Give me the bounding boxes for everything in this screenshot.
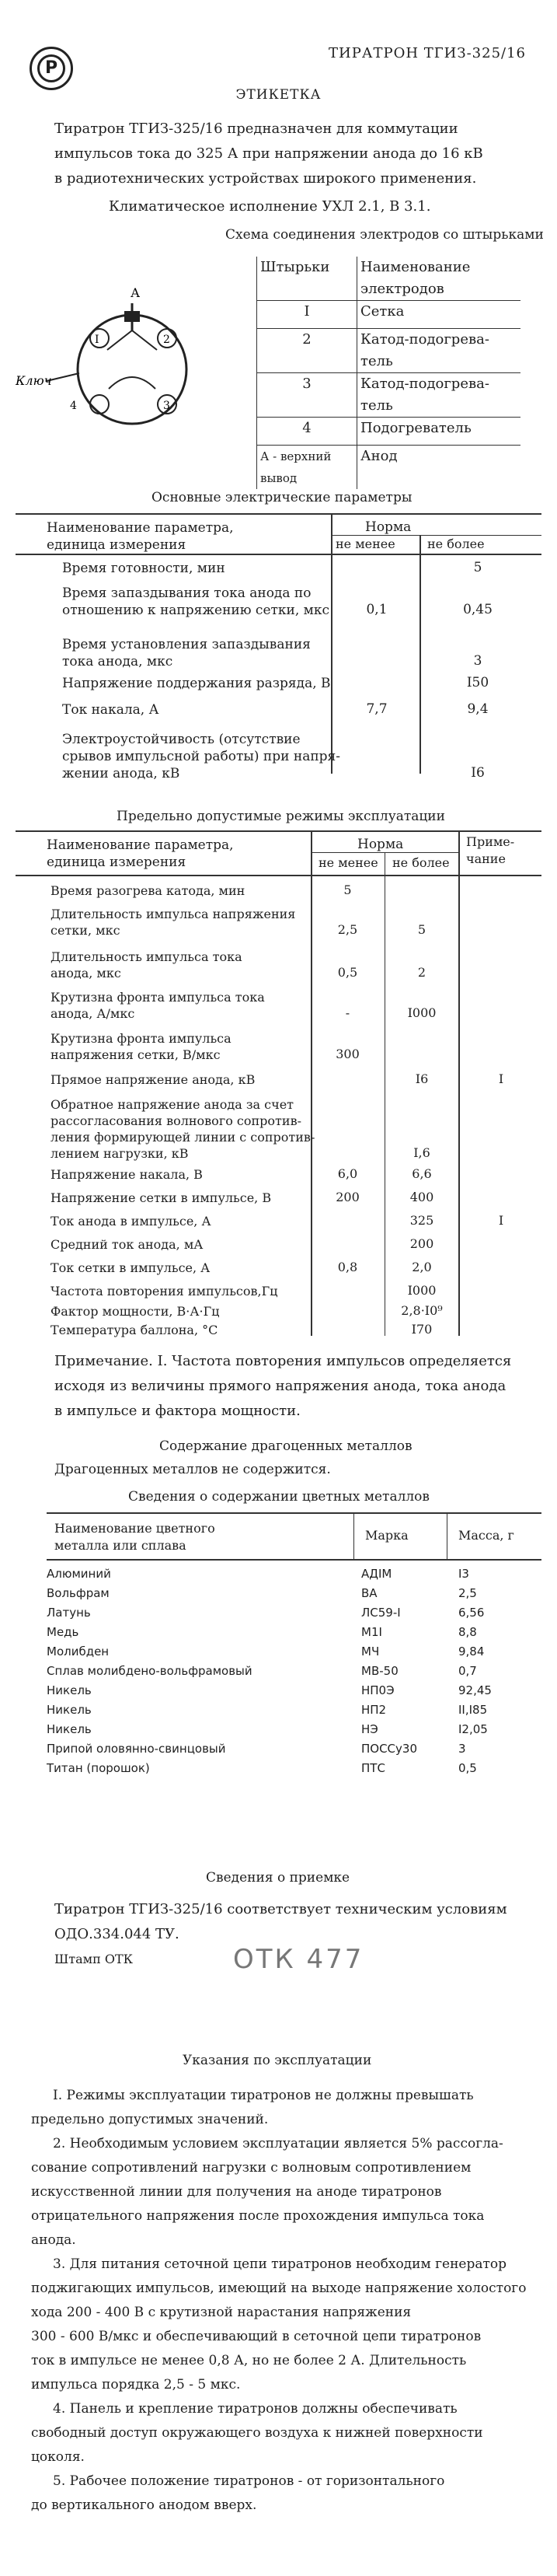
- limit-max: 5: [417, 922, 426, 937]
- metal-name: Молибден: [47, 1645, 110, 1658]
- usage-line: ток в импульсе не менее 0,8 А, но не более 2 А. Длительность: [31, 2353, 467, 2368]
- limit-name: [50, 1096, 315, 1162]
- usage-line: свободный доступ окружающего воздуха к нижней поверхности: [31, 2425, 483, 2441]
- param-max: I6: [471, 765, 485, 781]
- pinout-row: [257, 329, 521, 373]
- note-line: исходя из величины прямого напряжения анода, тока анода: [54, 1378, 507, 1394]
- usage-line: анода.: [31, 2232, 76, 2248]
- limit-max: 2: [417, 965, 426, 980]
- usage-line: 5. Рабочее положение тиратронов - от горизонтального: [53, 2473, 445, 2489]
- param-name-line: тока анода, мкс: [62, 654, 173, 669]
- pinout-row: [257, 373, 521, 418]
- limit-name: [50, 1213, 211, 1229]
- usage-line: 300 - 600 В/мкс и обеспечивающий в сеточной цепи тиратронов: [31, 2329, 482, 2344]
- note-line: в импульсе и фактора мощности.: [54, 1403, 301, 1419]
- pinout-col-header-line: электродов: [360, 281, 444, 297]
- param-name-line: Время запаздывания тока анода по: [62, 585, 312, 601]
- metal-name: Вольфрам: [47, 1586, 110, 1600]
- limit-name-line: Длительность импульса напряжения: [50, 907, 296, 921]
- limits-header-line: Наименование параметра,: [47, 837, 234, 853]
- params-header-norm: Норма: [365, 519, 412, 535]
- metal-brand: МЧ: [361, 1645, 380, 1658]
- metal-mass: 92,45: [458, 1683, 492, 1697]
- metals-header-line: металла или сплава: [54, 1538, 186, 1553]
- limit-max: 2,8·I0⁹: [401, 1303, 443, 1318]
- metal-name: Припой оловянно-свинцовый: [47, 1742, 226, 1756]
- intro-line: в радиотехнических устройствах широкого применения.: [54, 170, 477, 187]
- limit-name-line: Длительность импульса тока: [50, 949, 242, 964]
- param-name-line: Напряжение поддержания разряда, В: [62, 676, 331, 691]
- electrode-name-line: тель: [360, 353, 393, 369]
- limit-name: [50, 1166, 203, 1183]
- acceptance-line: Тиратрон ТГИЗ-325/16 соответствует техническим условиям: [54, 1901, 507, 1917]
- limits-header-name: [47, 837, 234, 871]
- limit-name-line: Время разогрева катода, мин: [50, 883, 245, 898]
- limit-name-line: анода, мкс: [50, 966, 121, 980]
- usage-line: цоколя.: [31, 2449, 85, 2465]
- limit-name-line: Крутизна фронта импульса тока: [50, 990, 265, 1005]
- pinout-table: [256, 257, 520, 489]
- limit-name-line: Средний ток анода, мА: [50, 1237, 204, 1252]
- limits-header-note: [466, 834, 514, 868]
- note-line: Примечание. I. Частота повторения импульсов определяется: [54, 1353, 512, 1369]
- limit-max: 200: [409, 1236, 434, 1251]
- intro-text: [54, 117, 483, 191]
- electrode-name: [357, 373, 521, 418]
- metal-mass: 0,5: [458, 1761, 477, 1775]
- limit-name-line: Ток анода в импульсе, А: [50, 1214, 211, 1229]
- limit-max: I000: [407, 1283, 437, 1298]
- metals-title: Сведения о содержании цветных металлов: [128, 1489, 430, 1505]
- limit-name: [50, 949, 242, 981]
- param-name-line: жении анода, кВ: [62, 766, 180, 781]
- stamp-label: Штамп ОТК: [54, 1952, 134, 1966]
- param-name-line: срывов импульсной работы) при напря-: [62, 749, 341, 764]
- key-label: Ключ: [16, 373, 52, 388]
- param-min: 0,1: [366, 602, 388, 617]
- limit-max: I70: [411, 1322, 433, 1337]
- electrode-name-line: Катод-подогрева-: [360, 331, 489, 348]
- usage-title: Указания по эксплуатации: [183, 2053, 372, 2068]
- precious-title: Содержание драгоценных металлов: [159, 1438, 413, 1454]
- limit-name: [50, 1283, 277, 1299]
- metal-mass: II,I85: [458, 1703, 488, 1717]
- param-name: [62, 731, 340, 782]
- metal-brand: ЛС59-I: [361, 1606, 401, 1620]
- metal-name: Никель: [47, 1703, 92, 1717]
- param-name-line: отношению к напряжению сетки, мкс: [62, 603, 330, 618]
- usage-line: предельно допустимых значений.: [31, 2112, 269, 2127]
- pin-number: 2: [257, 329, 357, 373]
- limit-max: I000: [407, 1005, 437, 1020]
- limit-note: I: [498, 1071, 504, 1086]
- limit-name-line: анода, А/мкс: [50, 1006, 135, 1021]
- usage-line: хода 200 - 400 В с крутизной нарастания напряжения: [31, 2305, 412, 2320]
- electrode-name: Сетка: [360, 303, 405, 320]
- metal-brand: АДIМ: [361, 1567, 392, 1581]
- electrode-name: Подогреватель: [360, 420, 472, 436]
- limit-name: [50, 1030, 232, 1063]
- metal-mass: 6,56: [458, 1606, 485, 1620]
- pin-label: I: [95, 334, 99, 346]
- limit-min: -: [345, 1005, 350, 1020]
- electrode-name: Анод: [360, 448, 398, 464]
- limit-max: I,6: [413, 1145, 430, 1160]
- pin-number: I: [257, 301, 357, 329]
- usage-line: 3. Для питания сеточной цепи тиратронов необходим генератор: [53, 2256, 507, 2272]
- limits-header-norm: Норма: [357, 837, 404, 852]
- limit-min: 300: [336, 1047, 360, 1061]
- metal-mass: I2,05: [458, 1722, 488, 1736]
- metals-header-line: Наименование цветного: [54, 1521, 215, 1536]
- intro-line: импульсов тока до 325 А при напряжении анода до 16 кВ: [54, 145, 483, 162]
- product-header: ТИРАТРОН ТГИЗ-325/16: [329, 45, 526, 61]
- metal-brand: НЭ: [361, 1722, 378, 1736]
- metal-brand: НП2: [361, 1703, 387, 1717]
- limit-name: [50, 906, 295, 938]
- metal-brand: ПТС: [361, 1761, 385, 1775]
- limits-header-line: чание: [466, 851, 506, 866]
- param-name: [62, 560, 225, 577]
- metal-mass: 8,8: [458, 1625, 477, 1639]
- limit-name: [50, 1303, 219, 1319]
- params-header-min: не менее: [336, 537, 395, 551]
- acceptance-line: ОДО.334.044 ТУ.: [54, 1926, 179, 1942]
- note-text: [54, 1349, 511, 1424]
- electrode-name: [357, 329, 521, 373]
- metal-name: Никель: [47, 1722, 92, 1736]
- precious-text: Драгоценных металлов не содержится.: [54, 1462, 331, 1477]
- metals-header-brand: Марка: [365, 1528, 409, 1543]
- limits-header-line: Приме-: [466, 834, 515, 849]
- limits-header-max: не более: [392, 855, 450, 870]
- pin-label: 3: [163, 400, 170, 412]
- metals-header-name: [54, 1520, 215, 1554]
- limit-name: [50, 883, 245, 899]
- param-max: 9,4: [467, 701, 489, 717]
- limit-max: 400: [409, 1190, 434, 1204]
- metal-mass: I3: [458, 1567, 469, 1581]
- param-max: 0,45: [463, 602, 493, 617]
- metal-name: Сплав молибдено-вольфрамовый: [47, 1664, 252, 1678]
- usage-line: 4. Панель и крепление тиратронов должны обеспечивать: [53, 2401, 458, 2417]
- pin-label: 2: [163, 334, 170, 346]
- pinout-row: [257, 301, 521, 329]
- metal-brand: М1I: [361, 1625, 382, 1639]
- limit-name: [50, 1190, 271, 1206]
- metal-name: Медь: [47, 1625, 79, 1639]
- param-name: [62, 675, 331, 692]
- params-header-line: Наименование параметра,: [47, 520, 234, 536]
- limit-min: 0,8: [337, 1260, 358, 1274]
- params-header-line: единица измерения: [47, 537, 186, 553]
- limit-min: 6,0: [337, 1166, 358, 1181]
- metal-mass: 9,84: [458, 1645, 485, 1658]
- limit-name: [50, 1260, 210, 1276]
- limit-name-line: Прямое напряжение анода, кВ: [50, 1072, 256, 1087]
- limit-max: 325: [409, 1213, 434, 1228]
- metal-name: Алюминий: [47, 1567, 111, 1581]
- metal-mass: 3: [458, 1742, 466, 1756]
- limit-name-line: Крутизна фронта импульса: [50, 1031, 232, 1046]
- pinout-title: Схема соединения электродов со штырьками: [225, 227, 544, 243]
- intro-line: Тиратрон ТГИЗ-325/16 предназначен для коммутации: [54, 121, 458, 137]
- pinout-col-header-line: Наименование: [360, 259, 471, 275]
- usage-line: отрицательного напряжения после прохождения импульса тока: [31, 2208, 485, 2224]
- limit-name-line: ления формирующей линии с сопротив-: [50, 1130, 315, 1145]
- limit-min: 2,5: [337, 922, 358, 937]
- usage-line: I. Режимы эксплуатации тиратронов не должны превышать: [53, 2088, 474, 2103]
- limit-note: I: [498, 1213, 504, 1228]
- param-name-line: Время готовности, мин: [62, 561, 225, 576]
- acceptance-text: [54, 1897, 507, 1947]
- limit-min: 5: [343, 883, 352, 897]
- limit-max: I6: [415, 1071, 429, 1086]
- limit-name-line: Обратное напряжение анода за счет: [50, 1097, 294, 1112]
- params-header-name: [47, 519, 234, 554]
- usage-line: импульса порядка 2,5 - 5 мкс.: [31, 2377, 241, 2392]
- pinout-col-header: Штырьки: [257, 257, 357, 301]
- pinout-diagram: [16, 288, 218, 459]
- limit-name-line: Фактор мощности, В·А·Гц: [50, 1304, 220, 1319]
- limit-min: 0,5: [337, 965, 358, 980]
- electrode-name-line: тель: [360, 397, 393, 414]
- param-min: 7,7: [366, 701, 388, 717]
- param-name: [62, 585, 329, 619]
- limit-name: [50, 1236, 203, 1253]
- limit-max: 6,6: [412, 1166, 432, 1181]
- pinout-row: [257, 418, 521, 446]
- usage-line: искусственной линии для получения на аноде тиратронов: [31, 2184, 442, 2200]
- limit-name-line: Ток сетки в импульсе, А: [50, 1260, 211, 1275]
- usage-line: 2. Необходимым условием эксплуатации является 5% рассогла-: [53, 2136, 503, 2151]
- param-max: 5: [473, 560, 482, 575]
- metal-brand: ВА: [361, 1586, 378, 1600]
- param-max: I50: [466, 675, 489, 690]
- pinout-row: [257, 446, 521, 490]
- limit-name-line: лением нагрузки, кВ: [50, 1146, 189, 1161]
- label-title: ЭТИКЕТКА: [235, 87, 322, 103]
- usage-line: поджигающих импульсов, имеющий на выходе напряжение холостого: [31, 2281, 527, 2296]
- param-name-line: Время установления запаздывания: [62, 637, 311, 652]
- electrode-name-line: Катод-подогрева-: [360, 376, 489, 392]
- param-name: [62, 636, 311, 670]
- usage-line: до вертикального анодом вверх.: [31, 2497, 257, 2513]
- acceptance-title: Сведения о приемке: [206, 1870, 350, 1886]
- metal-brand: НП0Э: [361, 1683, 395, 1697]
- pin-number: 4: [257, 418, 357, 446]
- pin-label: 4: [70, 400, 77, 412]
- param-name: [62, 701, 158, 718]
- metal-brand: ПОССу30: [361, 1742, 417, 1756]
- usage-text: [31, 2084, 526, 2518]
- limits-header-line: единица измерения: [47, 855, 186, 870]
- limit-name-line: напряжения сетки, В/мкс: [50, 1047, 221, 1062]
- pin-number: А - верхний вывод: [257, 446, 357, 490]
- metal-name: Титан (порошок): [47, 1761, 150, 1775]
- climate-text: Климатическое исполнение УХЛ 2.1, В 3.1.: [109, 198, 431, 215]
- limit-name-line: Напряжение накала, В: [50, 1167, 203, 1182]
- params-title: Основные электрические параметры: [151, 490, 413, 505]
- limit-name-line: сетки, мкс: [50, 923, 120, 938]
- limits-title: Предельно допустимые режимы эксплуатации: [117, 809, 445, 824]
- params-header-max: не более: [427, 537, 485, 551]
- limit-name-line: Частота повторения импульсов,Гц: [50, 1284, 278, 1298]
- metal-mass: 0,7: [458, 1664, 477, 1678]
- otk-stamp: ОТК 477: [233, 1944, 364, 1975]
- metal-mass: 2,5: [458, 1586, 477, 1600]
- limit-name: [50, 1071, 255, 1088]
- pin-number: 3: [257, 373, 357, 418]
- metal-name: Латунь: [47, 1606, 91, 1620]
- limit-name-line: Температура баллона, °С: [50, 1323, 218, 1337]
- param-name-line: Ток накала, А: [62, 702, 159, 718]
- limit-max: 2,0: [412, 1260, 432, 1274]
- limit-min: 200: [336, 1190, 360, 1204]
- limit-name: [50, 1322, 218, 1338]
- usage-line: сование сопротивлений нагрузки с волновым сопротивлением: [31, 2160, 472, 2176]
- limit-name: [50, 989, 265, 1022]
- param-max: 3: [473, 653, 482, 669]
- limit-name-line: Напряжение сетки в импульсе, В: [50, 1190, 272, 1205]
- pinout-col-header: [357, 257, 521, 301]
- param-name-line: Электроустойчивость (отсутствие: [62, 732, 301, 747]
- metal-brand: МВ-50: [361, 1664, 399, 1678]
- factory-logo-icon: Р: [30, 47, 73, 90]
- limits-header-min: не менее: [319, 855, 378, 870]
- anode-label: А: [131, 288, 141, 300]
- metals-header-mass: Масса, г: [458, 1528, 514, 1543]
- metal-name: Никель: [47, 1683, 92, 1697]
- limit-name-line: рассогласования волнового сопротив-: [50, 1113, 301, 1128]
